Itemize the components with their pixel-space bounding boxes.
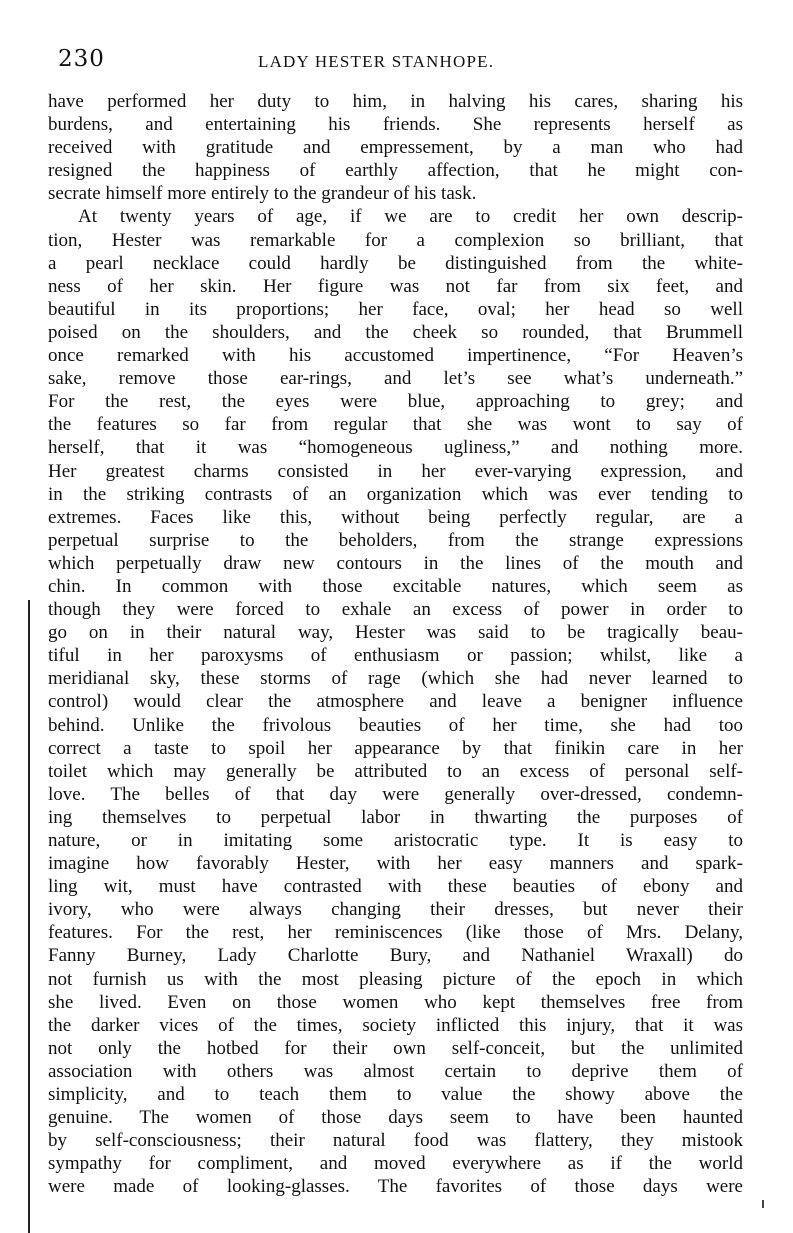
- text-line: extremes. Faces like this, without being perfectly regular, are a: [48, 506, 743, 528]
- text-line: association with others was almost certain to deprive them of: [48, 1060, 743, 1082]
- text-line: imagine how favorably Hester, with her easy manners and spark-: [48, 853, 743, 875]
- text-line: secrate himself more entirely to the grandeur of his task.: [48, 183, 477, 205]
- page-number: 230: [58, 46, 105, 72]
- text-line: sake, remove those ear-rings, and let’s see what’s underneath.”: [48, 368, 743, 390]
- text-line: Fanny Burney, Lady Charlotte Bury, and Nathaniel Wraxall) do: [48, 945, 743, 967]
- text-line: chin. In common with those excitable natures, which seem as: [48, 575, 743, 597]
- text-line: not only the hotbed for their own self-conceit, but the unlimited: [48, 1037, 743, 1059]
- text-line: herself, that it was “homogeneous ugliness,” and nothing more.: [48, 437, 743, 459]
- text-line: behind. Unlike the frivolous beauties of her time, she had too: [48, 714, 743, 736]
- text-line: by self-consciousness; their natural food was flattery, they mistook: [48, 1130, 743, 1152]
- text-line: correct a taste to spoil her appearance by that finikin care in her: [48, 737, 743, 759]
- text-line: beautiful in its proportions; her face, oval; her head so well: [48, 298, 743, 320]
- text-line: features. For the rest, her reminiscences (like those of Mrs. Delany,: [48, 922, 743, 944]
- text-line: poised on the shoulders, and the cheek so rounded, that Brummell: [48, 321, 743, 343]
- text-line: control) would clear the atmosphere and leave a benigner influence: [48, 691, 743, 713]
- text-line: genuine. The women of those days seem to have been haunted: [48, 1107, 743, 1129]
- text-line: perpetual surprise to the beholders, from the strange expressions: [48, 529, 743, 551]
- text-line: tiful in her paroxysms of enthusiasm or passion; whilst, like a: [48, 645, 743, 667]
- text-line: nature, or in imitating some aristocratic type. It is easy to: [48, 830, 743, 851]
- text-line: ing themselves to perpetual labor in thwarting the purposes of: [48, 806, 743, 828]
- text-line: were made of looking-glasses. The favorites of those days were: [48, 1176, 743, 1198]
- text-line: tion, Hester was remarkable for a complexion so brilliant, that: [48, 229, 743, 251]
- print-speck: [762, 1200, 764, 1208]
- running-head: LADY HESTER STANHOPE.: [258, 52, 495, 71]
- text-line: have performed her duty to him, in halving his cares, sharing his: [48, 91, 743, 112]
- text-line: toilet which may generally be attributed to an excess of personal self-: [48, 760, 743, 782]
- text-line: received with gratitude and empressement, by a man who had: [48, 137, 743, 159]
- text-line: Her greatest charms consisted in her ever-varying expression, and: [48, 460, 743, 482]
- body-text: [48, 90, 743, 1199]
- text-line: not furnish us with the most pleasing picture of the epoch in which: [48, 968, 743, 990]
- text-line: resigned the happiness of earthly affection, that he might con-: [48, 160, 743, 182]
- text-line: which perpetually draw new contours in the lines of the mouth and: [48, 552, 743, 574]
- text-line: go on in their natural way, Hester was said to be tragically beau-: [48, 622, 743, 644]
- text-line: though they were forced to exhale an excess of power in order to: [48, 599, 743, 621]
- text-line: a pearl necklace could hardly be distinguished from the white-: [48, 252, 743, 274]
- text-line: love. The belles of that day were generally over-dressed, condemn-: [48, 783, 743, 805]
- text-line: For the rest, the eyes were blue, approaching to grey; and: [48, 391, 743, 413]
- text-line: simplicity, and to teach them to value the showy above the: [48, 1084, 743, 1106]
- text-line: the features so far from regular that she was wont to say of: [48, 414, 743, 436]
- text-line: sympathy for compliment, and moved everywhere as if the world: [48, 1153, 743, 1175]
- page-header: [58, 46, 743, 76]
- text-line: ness of her skin. Her figure was not far from six feet, and: [48, 275, 743, 297]
- text-line: ivory, who were always changing their dresses, but never their: [48, 899, 743, 921]
- text-line: meridianal sky, these storms of rage (which she had never learned to: [48, 668, 743, 690]
- text-line: the darker vices of the times, society inflicted this injury, that it was: [48, 1014, 743, 1036]
- text-line: she lived. Even on those women who kept themselves free from: [48, 991, 743, 1013]
- text-line: once remarked with his accustomed impertinence, “For Heaven’s: [48, 345, 743, 367]
- margin-rule: [28, 600, 30, 1233]
- text-line: burdens, and entertaining his friends. She represents herself as: [48, 114, 743, 136]
- text-line: in the striking contrasts of an organization which was ever tending to: [48, 483, 743, 505]
- text-line: ling wit, must have contrasted with these beauties of ebony and: [48, 876, 743, 898]
- paragraph-start-line: At twenty years of age, if we are to credit her own descrip-: [78, 206, 743, 228]
